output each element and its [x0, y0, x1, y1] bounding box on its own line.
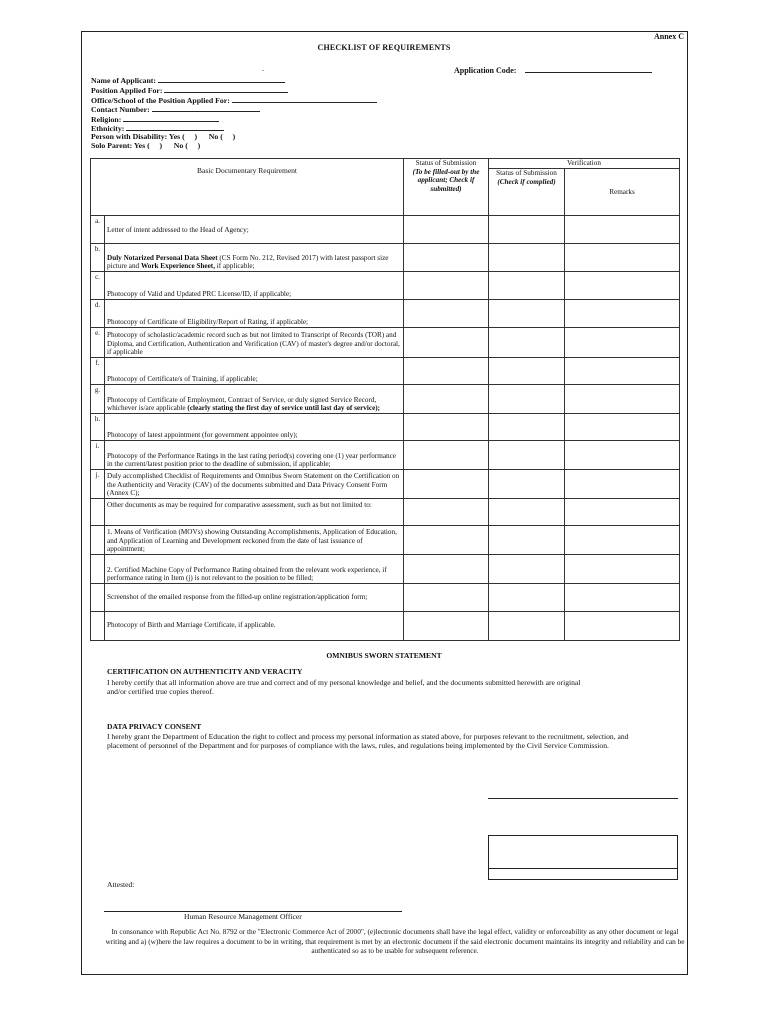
status-check-cell[interactable]	[404, 358, 489, 385]
table-row	[91, 216, 680, 244]
row-letter: i.	[91, 441, 105, 470]
name-field[interactable]	[158, 75, 285, 83]
table-row	[91, 414, 680, 441]
verification-cell[interactable]	[489, 470, 565, 499]
attested-label: Attested:	[107, 880, 135, 889]
form-title: CHECKLIST OF REQUIREMENTS	[317, 43, 451, 52]
table-row	[91, 385, 680, 414]
verification-cell[interactable]	[489, 583, 565, 611]
pwd-options[interactable]: Yes ( ) No ( )	[168, 132, 236, 141]
table-row	[91, 470, 680, 499]
cav-text: I hereby certify that all information above are true and correct and of my personal knowledge and belief, and the documents submitted herewith are original and/or certified true copies thereof.	[107, 678, 581, 697]
row-text: Photocopy of Certificate of Employment, Contract of Service, or duly signed Service Record, whichever is/are applicable (clearly stating the first day of service until last day of service);	[105, 385, 404, 414]
status-check-cell[interactable]	[404, 554, 489, 583]
remarks-cell[interactable]	[565, 583, 680, 611]
verification-cell[interactable]	[489, 244, 565, 272]
remarks-cell[interactable]	[565, 328, 680, 358]
row-text: Duly accomplished Checklist of Requirements and Omnibus Sworn Statement on the Certification on the Authenticity and Veracity (CAV) of the documents submitted and Data Privacy Consent Form (Annex C);	[105, 470, 404, 499]
contact-label: Contact Number:	[91, 105, 150, 114]
header-ver-status-line1: Status of Submission	[496, 169, 557, 177]
row-letter: g.	[91, 385, 105, 414]
verification-cell[interactable]	[489, 441, 565, 470]
religion-label: Religion:	[91, 115, 122, 124]
ethnicity-label: Ethnicity:	[91, 124, 125, 133]
remarks-cell[interactable]	[565, 554, 680, 583]
row-letter: f.	[91, 358, 105, 385]
row-text: Letter of intent addressed to the Head of Agency;	[105, 216, 404, 244]
name-row	[91, 75, 285, 85]
verification-cell[interactable]	[489, 414, 565, 441]
row-letter: b.	[91, 244, 105, 272]
signature-box-divider	[489, 868, 677, 869]
status-check-cell[interactable]	[404, 611, 489, 640]
status-check-cell[interactable]	[404, 583, 489, 611]
verification-cell[interactable]	[489, 216, 565, 244]
table-row	[91, 244, 680, 272]
row-text: Other documents as may be required for comparative assessment, such as but not limited to:	[105, 498, 404, 525]
header-status-line2: (To be filled-out by the applicant; Check if submitted)	[412, 167, 480, 193]
verification-cell[interactable]	[489, 525, 565, 554]
table-row	[91, 300, 680, 328]
header-verification: Verification	[489, 159, 680, 169]
row-letter	[91, 554, 105, 583]
row-letter: d.	[91, 300, 105, 328]
row-text: Duly Notarized Personal Data Sheet (CS Form No. 212, Revised 2017) with latest passport size picture and Work Experience Sheet, if applicable;	[105, 244, 404, 272]
omnibus-title: OMNIBUS SWORN STATEMENT	[326, 651, 442, 660]
status-check-cell[interactable]	[404, 300, 489, 328]
row-text: Photocopy of the Performance Ratings in the last rating period(s) covering one (1) year performance in the current/latest position prior to the deadline of submission, if applicable;	[105, 441, 404, 470]
remarks-cell[interactable]	[565, 216, 680, 244]
table-row	[91, 525, 680, 554]
stray-dot: .	[262, 64, 264, 73]
status-check-cell[interactable]	[404, 328, 489, 358]
remarks-cell[interactable]	[565, 441, 680, 470]
row-text: Photocopy of scholastic/academic record such as but not limited to Transcript of Records (TOR) and Diploma, and Certification, Authentication and Verification (CAV) of master's degree and/or doctoral, if applicable	[105, 328, 404, 358]
position-label: Position Applied For:	[91, 86, 163, 95]
header-ver-status	[489, 169, 565, 216]
row-text: 1. Means of Verification (MOVs) showing Outstanding Accomplishments, Application of Education, and Application of Learning and Development reckoned from the date of last issuance of appointment;	[105, 525, 404, 554]
row-letter	[91, 611, 105, 640]
verification-cell[interactable]	[489, 272, 565, 300]
contact-row	[91, 104, 260, 114]
position-field[interactable]	[164, 85, 288, 93]
applicant-signature-line[interactable]	[488, 798, 678, 799]
solo-parent-label: Solo Parent:	[91, 141, 133, 150]
table-row	[91, 583, 680, 611]
annex-label: Annex C	[653, 32, 684, 41]
header-status-submission	[404, 159, 489, 216]
office-label: Office/School of the Position Applied For:	[91, 96, 230, 105]
remarks-cell[interactable]	[565, 272, 680, 300]
ethnicity-field[interactable]	[126, 123, 224, 131]
position-row	[91, 85, 288, 95]
row-letter: c.	[91, 272, 105, 300]
cav-heading: CERTIFICATION ON AUTHENTICITY AND VERACITY	[107, 667, 303, 676]
remarks-cell[interactable]	[565, 498, 680, 525]
status-check-cell[interactable]	[404, 244, 489, 272]
header-ver-status-line2: (Check if complied)	[497, 177, 556, 186]
header-status-line1: Status of Submission	[415, 159, 477, 167]
verification-cell[interactable]	[489, 385, 565, 414]
status-check-cell[interactable]	[404, 525, 489, 554]
verification-cell[interactable]	[489, 554, 565, 583]
row-letter: e.	[91, 328, 105, 358]
application-code-field[interactable]	[525, 72, 652, 73]
table-row	[91, 328, 680, 358]
name-label: Name of Applicant:	[91, 76, 156, 85]
verification-cell[interactable]	[489, 328, 565, 358]
solo-parent-options[interactable]: Yes ( ) No ( )	[133, 141, 201, 150]
application-code-label: Application Code:	[454, 66, 517, 75]
verification-cell[interactable]	[489, 300, 565, 328]
pwd-row	[91, 132, 235, 141]
row-text: Photocopy of Birth and Marriage Certificate, if applicable.	[105, 611, 404, 640]
status-check-cell[interactable]	[404, 498, 489, 525]
status-check-cell[interactable]	[404, 414, 489, 441]
footer-legal-note: In consonance with Republic Act No. 8792 or the "Electronic Commerce Act of 2000", (e)lectronic documents shall have the legal effect, validity or enforceability as any other document or legal writing and a) (w)here the law requires a document to be in writing, that requirement is met by an electronic document if the said electronic document maintains its integrity and reliability and can be authenticated so as to be usable for subsequent reference.	[105, 927, 685, 956]
row-text: Photocopy of latest appointment (for government appointee only);	[105, 414, 404, 441]
row-text: 2. Certified Machine Copy of Performance Rating obtained from the relevant work experience, if performance rating in Item (j) is not relevant to the position to be filled;	[105, 554, 404, 583]
table-row	[91, 441, 680, 470]
verification-cell[interactable]	[489, 358, 565, 385]
verification-cell[interactable]	[489, 498, 565, 525]
table-row	[91, 272, 680, 300]
table-row	[91, 498, 680, 525]
remarks-cell[interactable]	[565, 358, 680, 385]
row-text: Photocopy of Certificate of Eligibility/Report of Rating, if applicable;	[105, 300, 404, 328]
religion-field[interactable]	[123, 114, 219, 122]
remarks-cell[interactable]	[565, 244, 680, 272]
requirements-table	[90, 158, 680, 641]
status-check-cell[interactable]	[404, 441, 489, 470]
row-letter: a.	[91, 216, 105, 244]
status-check-cell[interactable]	[404, 272, 489, 300]
remarks-cell[interactable]	[565, 611, 680, 640]
solo-parent-row	[91, 141, 200, 150]
remarks-cell[interactable]	[565, 300, 680, 328]
status-check-cell[interactable]	[404, 216, 489, 244]
office-field[interactable]	[232, 95, 377, 103]
verification-cell[interactable]	[489, 611, 565, 640]
remarks-cell[interactable]	[565, 525, 680, 554]
privacy-heading: DATA PRIVACY CONSENT	[107, 722, 202, 731]
table-row	[91, 554, 680, 583]
remarks-cell[interactable]	[565, 470, 680, 499]
signature-box[interactable]	[488, 835, 678, 880]
table-row	[91, 611, 680, 640]
row-text: Screenshot of the emailed response from the filled-up online registration/application form;	[105, 583, 404, 611]
header-remarks: Remarks	[565, 169, 680, 216]
pwd-label: Person with Disability:	[91, 132, 168, 141]
status-check-cell[interactable]	[404, 385, 489, 414]
row-letter	[91, 498, 105, 525]
table-row	[91, 358, 680, 385]
hrmo-label: Human Resource Management Officer	[184, 912, 302, 921]
header-basic-requirement: Basic Documentary Requirement	[91, 159, 404, 216]
row-letter: j.	[91, 470, 105, 499]
status-check-cell[interactable]	[404, 470, 489, 499]
contact-field[interactable]	[152, 104, 260, 112]
row-text: Photocopy of Valid and Updated PRC License/ID, if applicable;	[105, 272, 404, 300]
row-letter	[91, 525, 105, 554]
row-text: Photocopy of Certificate/s of Training, if applicable;	[105, 358, 404, 385]
remarks-cell[interactable]	[565, 414, 680, 441]
privacy-text: I hereby grant the Department of Education the right to collect and process my personal information as stated above, for purposes relevant to the recruitment, selection, and placement of personnel of the Department and for purposes of compliance with the laws, rules, and regulations being implemented by the Civil Service Commission.	[107, 732, 629, 751]
remarks-cell[interactable]	[565, 385, 680, 414]
row-letter: h.	[91, 414, 105, 441]
row-letter	[91, 583, 105, 611]
